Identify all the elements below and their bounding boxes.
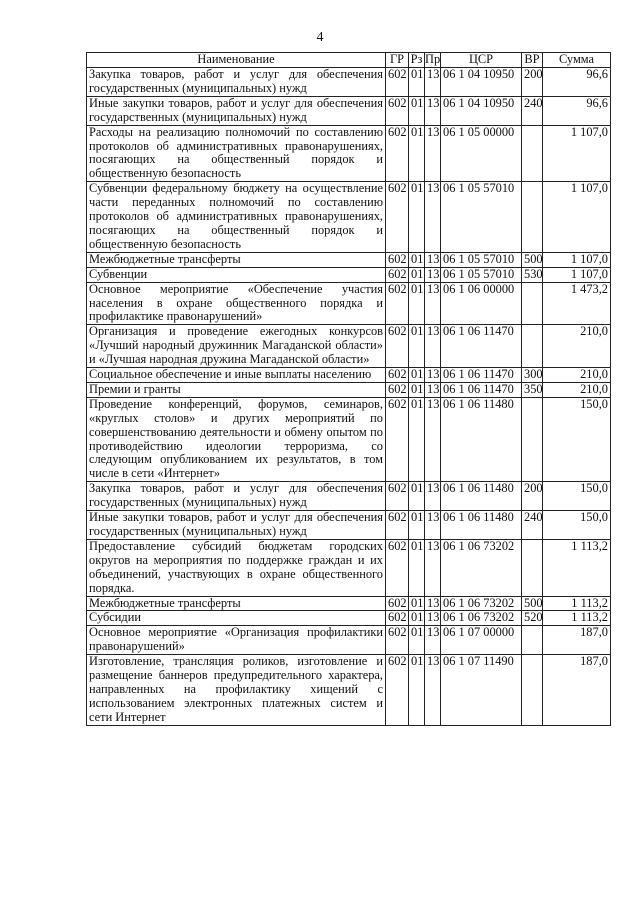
row-name: Межбюджетные трансферты xyxy=(87,596,386,611)
row-sum: 1 107,0 xyxy=(543,252,611,267)
row-vr xyxy=(522,539,543,596)
row-gr: 602 xyxy=(386,611,409,626)
row-sum: 1 107,0 xyxy=(543,182,611,253)
row-sum: 1 473,2 xyxy=(543,282,611,325)
table-row xyxy=(87,325,611,368)
table-row xyxy=(87,382,611,397)
row-pr: 13 xyxy=(425,125,441,182)
row-vr: 200 xyxy=(522,68,543,97)
table-row xyxy=(87,397,611,481)
header-rz: Рз xyxy=(409,53,425,68)
row-vr: 300 xyxy=(522,368,543,383)
row-rz: 01 xyxy=(409,68,425,97)
row-rz: 01 xyxy=(409,96,425,125)
row-name: Предоставление субсидий бюджетам городских округов на мероприятия по поддержке граждан и их объединений, участвующих в охране общественного порядка. xyxy=(87,539,386,596)
row-csr: 06 1 05 57010 xyxy=(441,182,522,253)
row-rz: 01 xyxy=(409,182,425,253)
row-name: Проведение конференций, форумов, семинаров, «круглых столов» и других мероприятий по совершенствованию деятельности и обмену опытом по противодействию идеологии терроризма, со следующим опубликованием их результатов, в том числе в сети «Интернет» xyxy=(87,397,386,481)
row-csr: 06 1 06 73202 xyxy=(441,539,522,596)
row-gr: 602 xyxy=(386,655,409,726)
row-gr: 602 xyxy=(386,511,409,540)
table-row xyxy=(87,267,611,282)
row-vr xyxy=(522,182,543,253)
row-sum: 187,0 xyxy=(543,626,611,655)
row-gr: 602 xyxy=(386,282,409,325)
row-csr: 06 1 06 73202 xyxy=(441,611,522,626)
row-rz: 01 xyxy=(409,382,425,397)
row-name: Иные закупки товаров, работ и услуг для обеспечения государственных (муниципальных) нужд xyxy=(87,511,386,540)
table-row xyxy=(87,482,611,511)
header-pr: Пр xyxy=(425,52,441,66)
header-name: Наименование xyxy=(87,53,386,68)
row-name: Субсидии xyxy=(87,611,386,626)
row-name: Основное мероприятие «Обеспечение участия населения в охране общественного порядка и профилактике правонарушений» xyxy=(87,282,386,325)
row-rz: 01 xyxy=(409,626,425,655)
table-row xyxy=(87,511,611,540)
table-row xyxy=(87,252,611,267)
row-vr: 350 xyxy=(522,382,543,397)
row-vr: 530 xyxy=(522,267,543,282)
row-name: Расходы на реализацию полномочий по составлению протоколов об административных правонарушениях, посягающих на общественный порядок и общественную безопасность xyxy=(87,125,386,182)
row-sum: 96,6 xyxy=(543,68,611,97)
table-row xyxy=(87,626,611,655)
row-pr: 13 xyxy=(425,382,441,397)
row-pr: 13 xyxy=(425,325,441,368)
row-gr: 602 xyxy=(386,482,409,511)
row-name: Организация и проведение ежегодных конкурсов «Лучший народный дружинник Магаданской области» и «Лучшая народная дружина Магаданской области» xyxy=(87,325,386,368)
row-csr: 06 1 04 10950 xyxy=(441,96,522,125)
table-row xyxy=(87,539,611,596)
row-csr: 06 1 07 00000 xyxy=(441,626,522,655)
row-sum: 210,0 xyxy=(543,368,611,383)
row-name: Премии и гранты xyxy=(87,382,386,397)
table-header-row xyxy=(87,53,611,68)
header-sum: Сумма xyxy=(543,53,611,68)
row-csr: 06 1 04 10950 xyxy=(441,68,522,97)
row-name: Изготовление, трансляция роликов, изготовление и размещение баннеров предупредительного характера, направленных на профилактику хищений с использованием электронных платежных систем и сети Интернет xyxy=(87,655,386,726)
row-rz: 01 xyxy=(409,252,425,267)
row-pr: 13 xyxy=(425,511,441,540)
row-gr: 602 xyxy=(386,96,409,125)
row-pr: 13 xyxy=(425,596,441,611)
row-gr: 602 xyxy=(386,626,409,655)
row-name: Социальное обеспечение и иные выплаты населению xyxy=(87,368,386,383)
row-vr xyxy=(522,282,543,325)
row-rz: 01 xyxy=(409,539,425,596)
row-vr: 240 xyxy=(522,511,543,540)
row-sum: 1 113,2 xyxy=(543,539,611,596)
row-rz: 01 xyxy=(409,267,425,282)
row-sum: 150,0 xyxy=(543,397,611,481)
row-csr: 06 1 05 57010 xyxy=(441,252,522,267)
row-pr: 13 xyxy=(425,96,441,125)
row-sum: 150,0 xyxy=(543,482,611,511)
header-csr: ЦСР xyxy=(441,53,522,68)
row-pr: 13 xyxy=(425,655,441,726)
row-rz: 01 xyxy=(409,368,425,383)
row-name: Закупка товаров, работ и услуг для обеспечения государственных (муниципальных) нужд xyxy=(87,68,386,97)
row-csr: 06 1 07 11490 xyxy=(441,655,522,726)
row-vr: 520 xyxy=(522,611,543,626)
header-gr: ГР xyxy=(386,53,409,68)
row-pr: 13 xyxy=(425,267,441,282)
row-gr: 602 xyxy=(386,596,409,611)
row-csr: 06 1 06 11470 xyxy=(441,382,522,397)
row-gr: 602 xyxy=(386,382,409,397)
row-pr: 13 xyxy=(425,626,441,655)
row-name: Межбюджетные трансферты xyxy=(87,252,386,267)
row-rz: 01 xyxy=(409,511,425,540)
row-name: Субвенции xyxy=(87,267,386,282)
row-rz: 01 xyxy=(409,482,425,511)
row-csr: 06 1 06 11480 xyxy=(441,482,522,511)
row-rz: 01 xyxy=(409,596,425,611)
row-csr: 06 1 05 57010 xyxy=(441,267,522,282)
row-pr: 13 xyxy=(425,182,441,253)
row-gr: 602 xyxy=(386,539,409,596)
row-vr: 500 xyxy=(522,596,543,611)
row-name: Закупка товаров, работ и услуг для обеспечения государственных (муниципальных) нужд xyxy=(87,482,386,511)
row-pr: 13 xyxy=(425,482,441,511)
row-gr: 602 xyxy=(386,368,409,383)
page-number: 4 xyxy=(316,30,324,45)
row-gr: 602 xyxy=(386,325,409,368)
row-pr: 13 xyxy=(425,68,441,97)
row-csr: 06 1 06 11480 xyxy=(441,397,522,481)
row-vr xyxy=(522,397,543,481)
row-gr: 602 xyxy=(386,68,409,97)
table-row xyxy=(87,182,611,253)
header-vr: ВР xyxy=(522,53,543,68)
row-vr xyxy=(522,125,543,182)
row-pr: 13 xyxy=(425,368,441,383)
row-sum: 210,0 xyxy=(543,325,611,368)
row-vr: 240 xyxy=(522,96,543,125)
row-rz: 01 xyxy=(409,325,425,368)
table-row xyxy=(87,96,611,125)
table-row xyxy=(87,611,611,626)
row-csr: 06 1 06 11480 xyxy=(441,511,522,540)
table-row xyxy=(87,596,611,611)
row-name: Основное мероприятие «Организация профилактики правонарушений» xyxy=(87,626,386,655)
budget-table xyxy=(86,52,611,726)
row-name: Иные закупки товаров, работ и услуг для обеспечения государственных (муниципальных) нужд xyxy=(87,96,386,125)
row-pr: 13 xyxy=(425,282,441,325)
row-pr: 13 xyxy=(425,611,441,626)
row-sum: 1 113,2 xyxy=(543,611,611,626)
row-sum: 1 107,0 xyxy=(543,267,611,282)
row-rz: 01 xyxy=(409,125,425,182)
table-row xyxy=(87,655,611,726)
row-gr: 602 xyxy=(386,252,409,267)
row-rz: 01 xyxy=(409,397,425,481)
row-rz: 01 xyxy=(409,282,425,325)
row-sum: 96,6 xyxy=(543,96,611,125)
row-rz: 01 xyxy=(409,655,425,726)
row-name: Субвенции федеральному бюджету на осуществление части переданных полномочий по составлению протоколов об административных правонарушениях, посягающих на общественный порядок и общественную безопасность xyxy=(87,182,386,253)
row-gr: 602 xyxy=(386,267,409,282)
row-vr: 200 xyxy=(522,482,543,511)
row-gr: 602 xyxy=(386,125,409,182)
row-pr: 13 xyxy=(425,252,441,267)
row-gr: 602 xyxy=(386,397,409,481)
row-sum: 150,0 xyxy=(543,511,611,540)
row-vr xyxy=(522,626,543,655)
row-sum: 1 113,2 xyxy=(543,596,611,611)
row-csr: 06 1 06 11470 xyxy=(441,325,522,368)
row-pr: 13 xyxy=(425,397,441,481)
row-vr xyxy=(522,325,543,368)
row-csr: 06 1 05 00000 xyxy=(441,125,522,182)
row-vr: 500 xyxy=(522,252,543,267)
row-vr xyxy=(522,655,543,726)
row-rz: 01 xyxy=(409,611,425,626)
table-row xyxy=(87,68,611,97)
row-csr: 06 1 06 73202 xyxy=(441,596,522,611)
row-sum: 210,0 xyxy=(543,382,611,397)
table-row xyxy=(87,368,611,383)
table-row xyxy=(87,282,611,325)
table-row xyxy=(87,125,611,182)
row-pr: 13 xyxy=(425,539,441,596)
row-csr: 06 1 06 11470 xyxy=(441,368,522,383)
row-gr: 602 xyxy=(386,182,409,253)
row-sum: 1 107,0 xyxy=(543,125,611,182)
row-csr: 06 1 06 00000 xyxy=(441,282,522,325)
row-sum: 187,0 xyxy=(543,655,611,726)
